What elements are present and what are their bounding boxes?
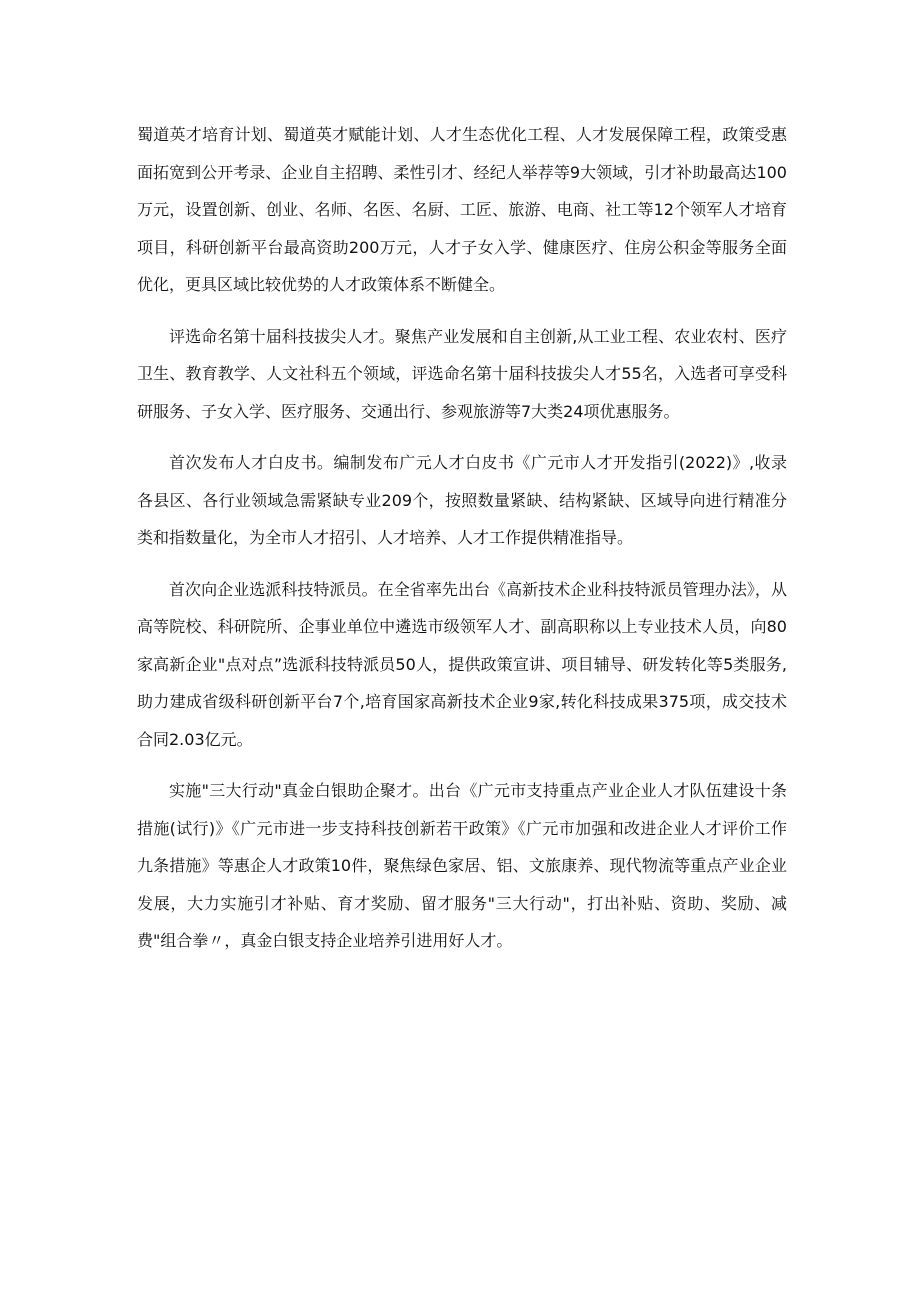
paragraph-talent-policy-system: 蜀道英才培育计划、蜀道英才赋能计划、人才生态优化工程、人才发展保障工程，政策受惠面拓宽到公开考录、企业自主招聘、柔性引才、经纪人举荐等9大领域，引才补助最高达100万元，设置创新、创业、名师、名医、名厨、工匠、旅游、电商、社工等12个领军人才培育项目，科研创新平台最高资助200万元，人才子女入学、健康医疗、住房公积金等服务全面优化，更具区域比较优势的人才政策体系不断健全。 bbox=[137, 125, 787, 294]
paragraph-tech-talent-selection: 评选命名第十届科技拔尖人才。聚焦产业发展和自主创新,从工业工程、农业农村、医疗卫生、教育教学、人文社科五个领域，评选命名第十届科技拔尖人才55名，入选者可享受科研服务、子女入学、医疗服务、交通出行、参观旅游等7大类24项优惠服务。 bbox=[137, 326, 787, 421]
document-body bbox=[137, 116, 787, 974]
paragraph-three-actions: 实施"三大行动"真金白银助企聚才。出台《广元市支持重点产业企业人才队伍建设十条措施(试行)》《广元市进一步支持科技创新若干政策》《广元市加强和改进企业人才评价工作九条措施》等惠企人才政策10件，聚焦绿色家居、铝、文旅康养、现代物流等重点产业企业发展，大力实施引才补贴、育才奖励、留才服务"三大行动"，打出补贴、资助、奖励、减费"组合拳〃，真金白银支持企业培养引进用好人才。 bbox=[137, 781, 787, 950]
paragraph-talent-white-paper: 首次发布人才白皮书。编制发布广元人才白皮书《广元市人才开发指引(2022)》,收录各县区、各行业领域急需紧缺专业209个，按照数量紧缺、结构紧缺、区域导向进行精准分类和指数量化，为全市人才招引、人才培养、人才工作提供精准指导。 bbox=[137, 453, 787, 547]
paragraph-tech-commissioners: 首次向企业选派科技特派员。在全省率先出台《高新技术企业科技特派员管理办法》，从高等院校、科研院所、企事业单位中遴选市级领军人才、副高职称以上专业技术人员，向80家高新企业"点对点”选派科技特派员50人，提供政策宣讲、项目辅导、研发转化等5类服务,助力建成省级科研创新平台7个,培育国家高新技术企业9家,转化科技成果375项，成交技术合同2.03亿元。 bbox=[137, 579, 787, 749]
